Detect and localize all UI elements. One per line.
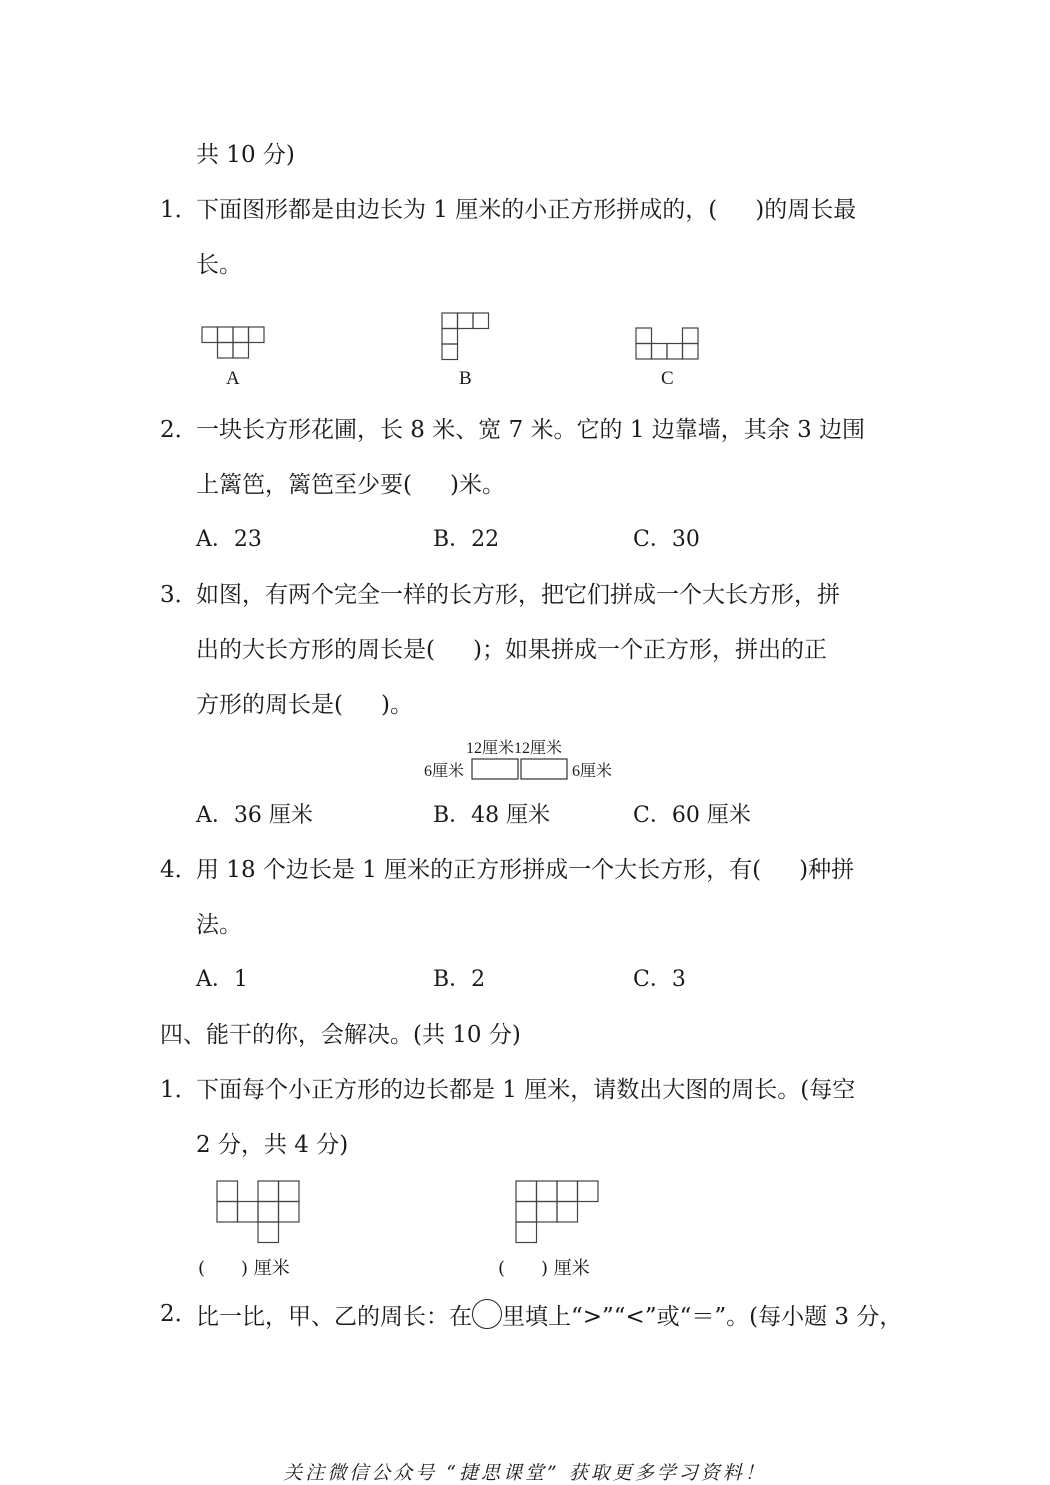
option-c[interactable]: C．3 <box>633 967 686 992</box>
problem-2-text-a: 比一比，甲、乙的周长：在 <box>196 1304 472 1330</box>
question-number: 2． <box>160 417 198 443</box>
question-4-line1-b: )种拼 <box>799 857 855 883</box>
figure-label-c: C <box>661 368 674 389</box>
question-number: 4． <box>160 857 198 883</box>
option-a[interactable]: A．1 <box>196 967 248 992</box>
question-3-line2 <box>196 635 827 665</box>
question-1-text-a: 下面图形都是由边长为 1 厘米的小正方形拼成的，( <box>196 197 718 223</box>
question-3-line2-a: 出的大长方形的周长是( <box>196 637 435 663</box>
footer-note: 关注微信公众号 “捷思课堂” 获取更多学习资料！ <box>283 1462 767 1484</box>
option-c[interactable]: C．60 厘米 <box>633 803 751 828</box>
question-3-line3-a: 方形的周长是( <box>196 692 343 718</box>
question-2-line2 <box>196 470 505 500</box>
problem-2-text-b: 里填上“>”“<”或“＝”。(每小题 3 分， <box>502 1304 903 1330</box>
figure-label-b: B <box>459 368 472 389</box>
question-1-text <box>196 195 856 225</box>
question-4-line1 <box>196 855 854 885</box>
question-1-text-c: 长。 <box>196 252 242 278</box>
rectangle-width-label-right: 6厘米 <box>572 763 613 780</box>
figure-c <box>635 327 701 361</box>
figure-a <box>201 326 267 360</box>
answer-right[interactable]: ( ) 厘米 <box>498 1258 590 1279</box>
problem-2-text <box>196 1299 902 1332</box>
option-c[interactable]: C．30 <box>633 527 700 552</box>
question-3-line3 <box>196 690 413 720</box>
figure-label-a: A <box>226 368 240 389</box>
question-number: 3． <box>160 582 198 608</box>
question-4-line2: 法。 <box>196 912 242 938</box>
question-1-text-b: )的周长最 <box>755 197 857 223</box>
question-3-line1: 如图，有两个完全一样的长方形，把它们拼成一个大长方形，拼 <box>196 582 840 608</box>
rectangle-length-labels: 12厘米12厘米 <box>466 740 563 757</box>
question-number: 2． <box>160 1301 198 1327</box>
problem-1-line2: 2 分，共 4 分) <box>196 1132 349 1158</box>
grid-figure-left <box>216 1180 302 1246</box>
question-number: 1． <box>160 197 198 223</box>
question-3-line3-b: )。 <box>380 692 413 718</box>
section-title: 四、能干的你，会解决。(共 10 分) <box>160 1022 521 1048</box>
option-b[interactable]: B．2 <box>433 967 486 992</box>
option-a[interactable]: A．23 <box>196 527 262 552</box>
question-number: 1． <box>160 1077 198 1103</box>
answer-left[interactable]: ( ) 厘米 <box>198 1258 290 1279</box>
question-4-line1-a: 用 18 个边长是 1 厘米的正方形拼成一个大长方形，有( <box>196 857 762 883</box>
question-2-line2-b: )米。 <box>449 472 505 498</box>
rectangle-width-label-left: 6厘米 <box>424 763 465 780</box>
figure-b <box>441 312 493 362</box>
option-a[interactable]: A．36 厘米 <box>196 803 313 828</box>
two-rectangles-figure <box>471 757 571 781</box>
question-3-line2-b: )；如果拼成一个正方形，拼出的正 <box>472 637 827 663</box>
question-2-line2-a: 上篱笆，篱笆至少要( <box>196 472 412 498</box>
problem-1-line1: 下面每个小正方形的边长都是 1 厘米，请数出大图的周长。(每空 <box>196 1077 856 1103</box>
option-b[interactable]: B．22 <box>433 527 500 552</box>
compare-circle-icon[interactable] <box>472 1299 502 1329</box>
option-b[interactable]: B．48 厘米 <box>433 803 551 828</box>
section-points-continued: 共 10 分) <box>196 142 295 168</box>
grid-figure-right <box>515 1180 601 1246</box>
question-2-line1: 一块长方形花圃，长 8 米、宽 7 米。它的 1 边靠墙，其余 3 边围 <box>196 417 866 443</box>
